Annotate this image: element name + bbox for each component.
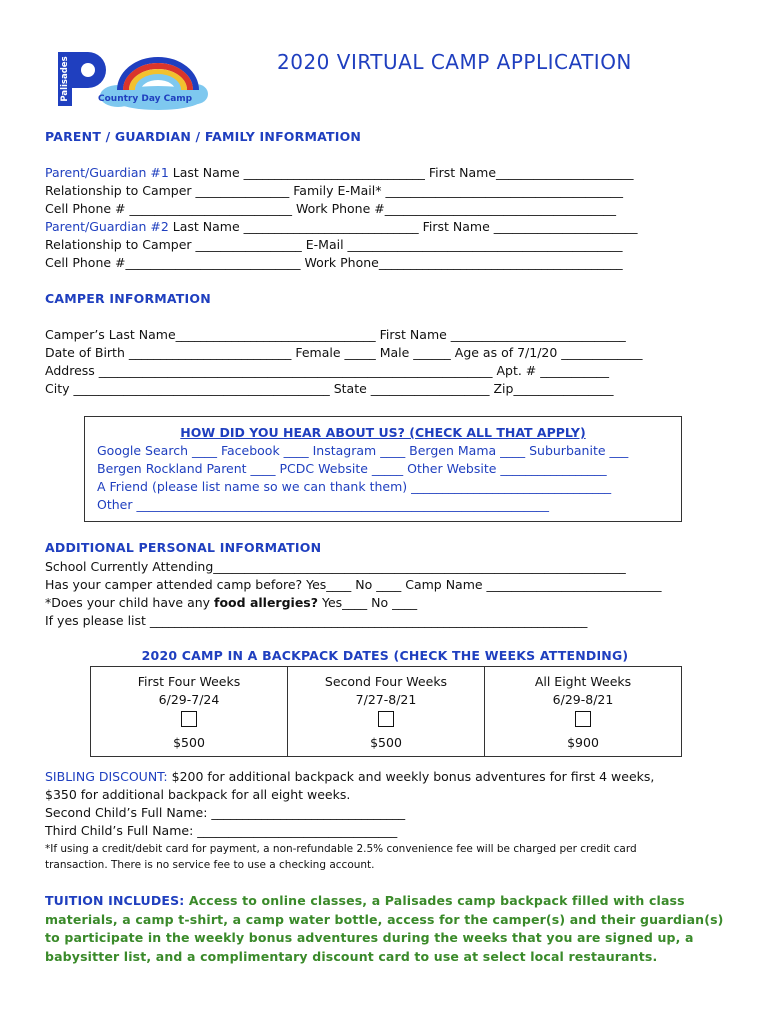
- tuition-includes: [45, 892, 735, 966]
- additional-line[interactable]: [45, 576, 662, 594]
- additional-line[interactable]: [45, 594, 417, 612]
- third-child-field[interactable]: Third Child’s Full Name: ________________________________: [45, 823, 398, 838]
- hear-option-line[interactable]: Google Search ____ Facebook ____ Instagram ____ Bergen Mama ____ Suburbanite ___: [97, 443, 629, 458]
- sibling-label: SIBLING DISCOUNT:: [45, 769, 168, 784]
- hear-option-line[interactable]: A Friend (please list name so we can thank them) ________________________________: [97, 479, 612, 494]
- week-option-price: $900: [567, 735, 599, 750]
- camper-line[interactable]: Camper’s Last Name________________________________ First Name ____________________________: [45, 327, 626, 342]
- week-checkbox-wrap: [485, 709, 681, 734]
- week-checkbox[interactable]: [575, 711, 591, 727]
- parent-line-fields[interactable]: Last Name _____________________________ First Name______________________: [168, 165, 634, 180]
- logo-palisades-label: Palisades: [60, 56, 70, 102]
- week-option-cell: [91, 667, 288, 757]
- week-option-dates: 6/29-7/24: [158, 692, 220, 707]
- parent-line-lead: Parent/Guardian #2: [45, 219, 169, 234]
- parent-line[interactable]: [45, 200, 616, 218]
- parent-line[interactable]: [45, 218, 638, 236]
- parent-line-fields[interactable]: Last Name ____________________________ First Name _______________________: [168, 219, 638, 234]
- weeks-table: [90, 666, 682, 757]
- week-option-name: Second Four Weeks: [324, 674, 448, 689]
- additional-line-text: School Currently Attending__________________________________________________________________: [45, 559, 626, 574]
- additional-line[interactable]: [45, 558, 626, 576]
- week-option-cell: [485, 667, 682, 757]
- additional-line-text: If yes please list ______________________________________________________________________: [45, 613, 588, 628]
- parent-line[interactable]: [45, 164, 634, 182]
- palisades-logo: [58, 52, 208, 114]
- hear-option-line[interactable]: Bergen Rockland Parent ____ PCDC Website _____ Other Website _________________: [97, 461, 607, 476]
- week-checkbox-wrap: [91, 709, 287, 734]
- parent-line-fields[interactable]: Relationship to Camper _______________ Family E-Mail* ______________________________________: [45, 183, 623, 198]
- logo-graphic: [58, 52, 208, 114]
- tuition-text: Access to online classes, a Palisades camp backpack filled with class materials, a camp t-shirt, a camp water bottle, access for the camper(s) and their guardian(s) to participate in the weekly bonus adventures during the weeks that you are signed up, a babysitter list, and a complimentary discount card to use at select local restaurants.: [45, 893, 724, 964]
- parent-line[interactable]: [45, 236, 623, 254]
- parent-line[interactable]: [45, 182, 623, 200]
- parent-line[interactable]: [45, 254, 623, 272]
- second-child-field[interactable]: Second Child’s Full Name: _______________________________: [45, 805, 406, 820]
- week-checkbox[interactable]: [378, 711, 394, 727]
- parent-line-lead: Parent/Guardian #1: [45, 165, 169, 180]
- logo-vertical-text: [58, 52, 72, 106]
- hear-box-title: HOW DID YOU HEAR ABOUT US? (CHECK ALL THAT APPLY): [180, 425, 586, 440]
- how-did-you-hear-box: [84, 416, 682, 522]
- credit-card-note-1: *If using a credit/debit card for payment, a non-refundable 2.5% convenience fee will be charged per credit card: [45, 843, 637, 855]
- week-checkbox[interactable]: [181, 711, 197, 727]
- sibling-line-2: $350 for additional backpack for all eight weeks.: [45, 787, 351, 802]
- tuition-label: TUITION INCLUDES:: [45, 893, 185, 908]
- week-option-name: First Four Weeks: [137, 674, 241, 689]
- parent-section-heading: PARENT / GUARDIAN / FAMILY INFORMATION: [45, 129, 362, 144]
- camper-line[interactable]: Date of Birth __________________________ Female _____ Male ______ Age as of 7/1/20 _____________: [45, 345, 643, 360]
- week-checkbox-wrap: [288, 709, 484, 734]
- week-option-name: All Eight Weeks: [534, 674, 632, 689]
- week-option-dates: 6/29-8/21: [552, 692, 614, 707]
- week-option-dates: 7/27-8/21: [355, 692, 417, 707]
- parent-line-fields[interactable]: Cell Phone # __________________________ Work Phone #_____________________________________: [45, 201, 616, 216]
- credit-card-note-2: transaction. There is no service fee to use a checking account.: [45, 859, 375, 871]
- sibling-line-1: [45, 768, 654, 786]
- camper-line[interactable]: Address _______________________________________________________________ Apt. # ___________: [45, 363, 610, 378]
- camper-section-heading: CAMPER INFORMATION: [45, 291, 211, 306]
- additional-line-text: Has your camper attended camp before? Yes____ No ____ Camp Name ____________________________: [45, 577, 662, 592]
- page-title: 2020 VIRTUAL CAMP APPLICATION: [277, 50, 632, 74]
- food-allergies-label: food allergies?: [214, 595, 318, 610]
- logo-subtitle: Country Day Camp: [98, 94, 193, 104]
- additional-section-heading: ADDITIONAL PERSONAL INFORMATION: [45, 540, 322, 555]
- hear-option-line[interactable]: Other __________________________________________________________________: [97, 497, 549, 512]
- sibling-text-1: $200 for additional backpack and weekly bonus adventures for first 4 weeks,: [167, 769, 655, 784]
- additional-line[interactable]: [45, 612, 587, 630]
- additional-line-fields[interactable]: Yes____ No ____: [318, 595, 418, 610]
- week-option-price: $500: [173, 735, 205, 750]
- parent-line-fields[interactable]: Relationship to Camper _________________ E-Mail ____________________________________________: [45, 237, 623, 252]
- parent-line-fields[interactable]: Cell Phone #____________________________ Work Phone_______________________________________: [45, 255, 623, 270]
- camper-line[interactable]: City _________________________________________ State ___________________ Zip________________: [45, 381, 614, 396]
- week-option-cell: [288, 667, 485, 757]
- week-option-price: $500: [370, 735, 402, 750]
- backpack-heading: 2020 CAMP IN A BACKPACK DATES (CHECK THE WEEKS ATTENDING): [141, 648, 629, 663]
- additional-line-text: *Does your child have any: [45, 595, 215, 610]
